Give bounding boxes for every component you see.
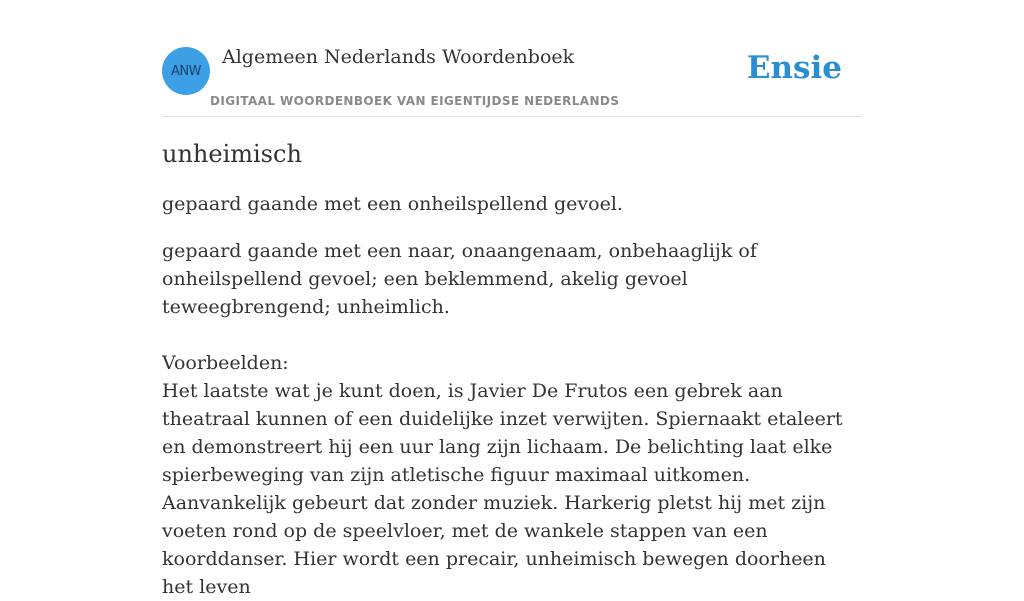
long-definition: gepaard gaande met een naar, onaangenaam, onbehaaglijk of onheilspellend gevoel; een beklemmend, akelig gevoel teweegbrengend; unheimlich.	[162, 240, 757, 318]
example-text: Het laatste wat je kunt doen, is Javier De Frutos een gebrek aan theatraal kunnen of een duidelijke inzet verwijten. Spiernaakt etaleert en demonstreert hij een uur lang zijn lichaam. De belichting laat elke spierbeweging van zijn atletische figuur maximaal uitkomen. Aanvankelijk gebeurt dat zonder muziek. Harkerig pletst hij met zijn voeten rond op de speelvloer, met de wankele stappen van een koorddanser. Hier wordt een precair, unheimisch bewegen doorheen het leven	[162, 380, 843, 598]
site-header	[162, 40, 862, 117]
short-definition: gepaard gaande met een onheilspellend gevoel.	[162, 193, 623, 215]
entry-content	[162, 138, 862, 601]
examples-label: Voorbeelden:	[162, 352, 289, 374]
page-title: unheimisch	[162, 140, 302, 168]
dictionary-title[interactable]: Algemeen Nederlands Woordenboek	[222, 46, 575, 68]
dictionary-subtitle: DIGITAAL WOORDENBOEK VAN EIGENTIJDSE NEDERLANDS	[210, 94, 620, 108]
anw-logo[interactable]: ANW	[162, 47, 210, 95]
ensie-logo[interactable]: Ensie	[746, 50, 842, 86]
